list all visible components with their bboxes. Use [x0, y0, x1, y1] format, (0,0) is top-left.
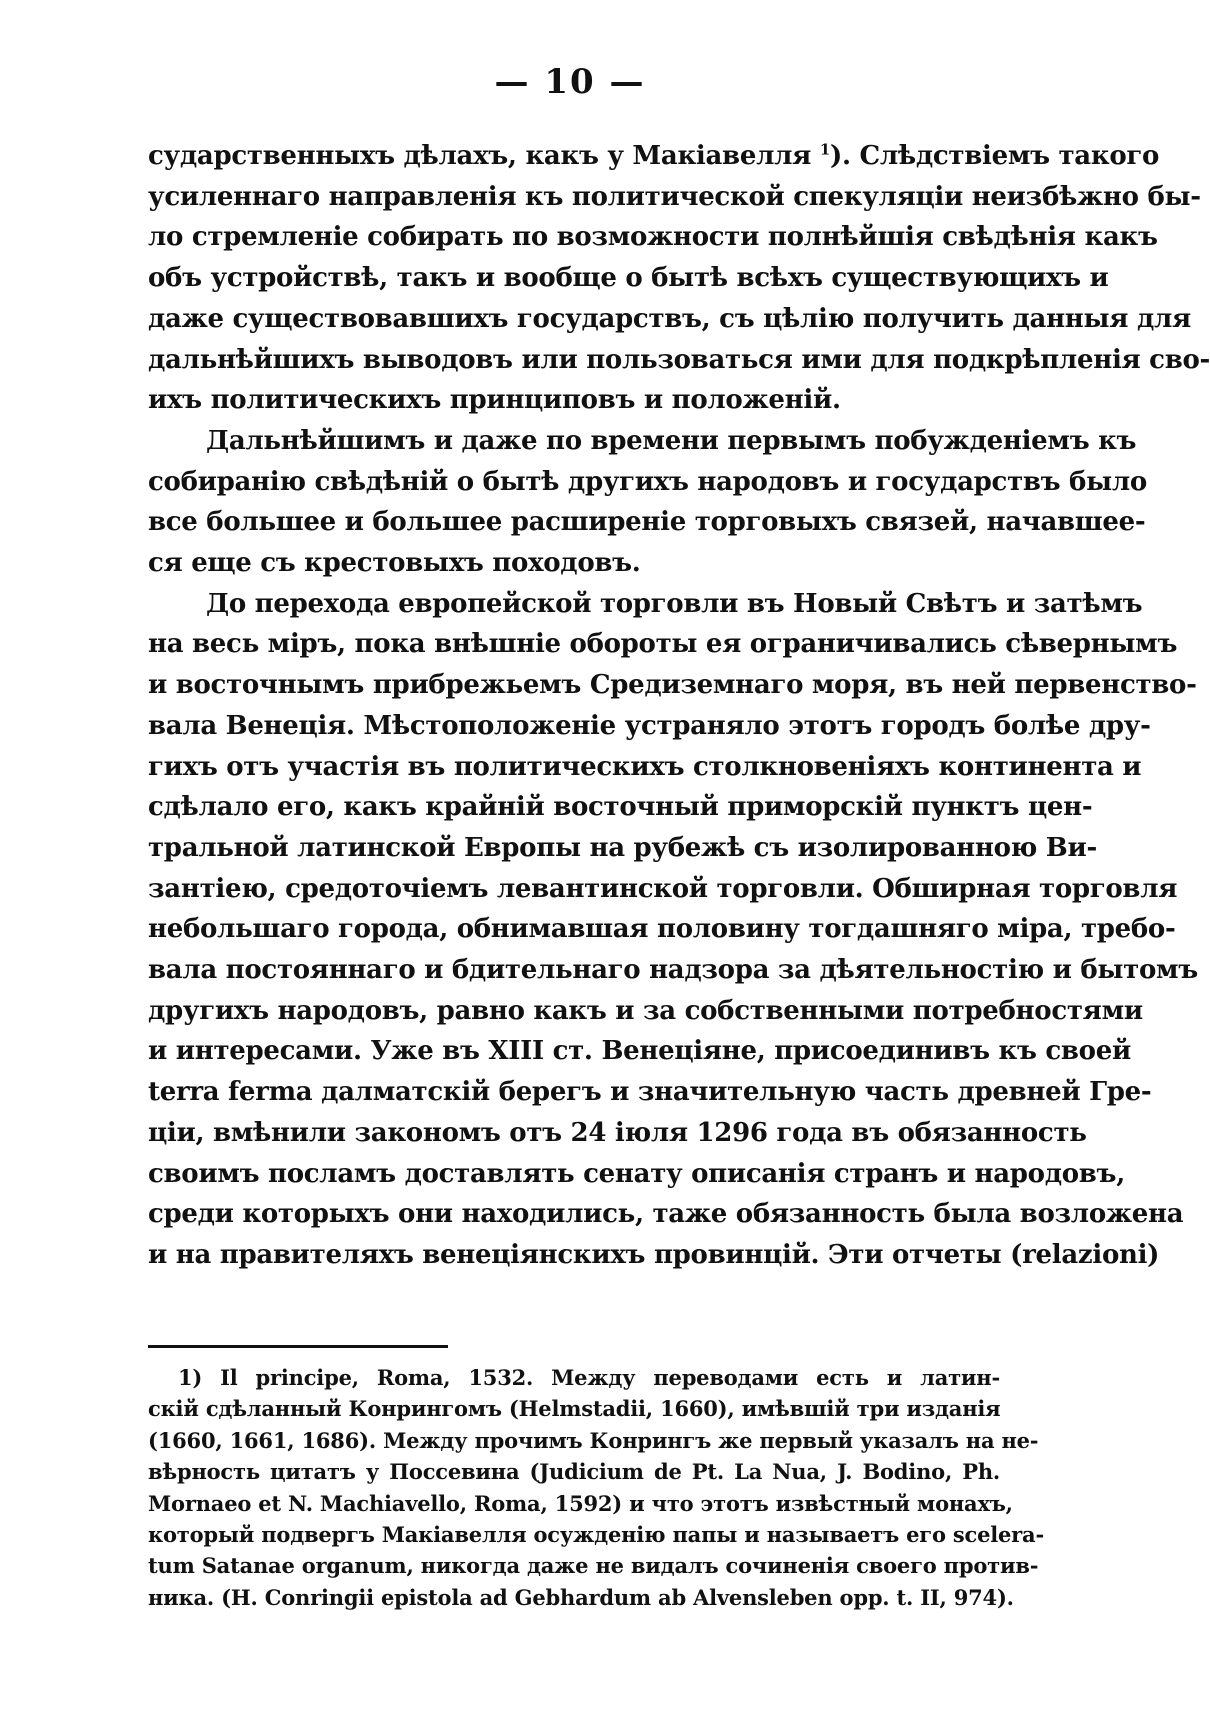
text-line: сдѣлало его, какъ крайній восточный приморскій пунктъ цен- [148, 792, 1093, 823]
paragraph-1 [148, 136, 1210, 421]
text-line: все большее и большее расширеніе торговыхъ связей, начавшее- [148, 507, 1146, 538]
text-line: и восточнымъ прибрежьемъ Средиземнаго моря, въ ней первенство- [148, 670, 1197, 701]
text-line: объ устройствѣ, такъ и вообще о бытѣ всѣхъ существующихъ и [148, 263, 1109, 294]
text-line: собиранію свѣдѣній о бытѣ другихъ народовъ и государствъ было [148, 466, 1147, 497]
text-line: усиленнаго направленія къ политической спекуляціи неизбѣжно бы- [148, 181, 1201, 212]
footnote-line: ника. (H. Conringii epistola ad Gebhardum ab Alvensleben opp. t. II, 974). [148, 1584, 1014, 1610]
text-line: terra ferma далматскій берегъ и значительную часть древней Гре- [148, 1077, 1152, 1108]
text-line: ціи, вмѣнили закономъ отъ 24 іюля 1296 года въ обязанность [148, 1117, 1087, 1148]
main-text [148, 136, 1210, 1276]
text-line: гихъ отъ участія въ политическихъ столкновеніяхъ континента и [148, 751, 1142, 782]
text-line: вала постояннаго и бдительнаго надзора за дѣятельностію и бытомъ [148, 955, 1198, 986]
footnote-line: который подвергъ Макіавелля осужденію папы и называетъ его scelera- [148, 1522, 1044, 1548]
footnote-line: (1660, 1661, 1686). Между прочимъ Конрингъ же первый указалъ на не- [148, 1427, 1039, 1453]
paragraph-3 [148, 584, 1198, 1276]
text-line: на весь міръ, пока внѣшніе обороты ея ограничивались сѣвернымъ [148, 629, 1178, 660]
paragraph-2 [148, 421, 1147, 584]
text-line: тральной латинской Европы на рубежѣ съ изолированною Ви- [148, 832, 1097, 863]
text-line: Дальнѣйшимъ и даже по времени первымъ побужденіемъ къ [206, 425, 1137, 456]
text-line: вала Венеція. Мѣстоположеніе устраняло этотъ городъ болѣе дру- [148, 710, 1151, 741]
text-line: даже существовавшихъ государствъ, съ цѣлію получить данныя для [148, 303, 1191, 334]
text-line: зантіею, средоточіемъ левантинской торговли. Обширная торговля [148, 873, 1178, 904]
text-line: ло стремленіе собирать по возможности полнѣйшія свѣдѣнія какъ [148, 222, 1158, 253]
text-line: До перехода европейской торговли въ Новый Свѣтъ и затѣмъ [206, 588, 1143, 619]
text-line: своимъ посламъ доставлять сенату описанія странъ и народовъ, [148, 1158, 1125, 1189]
text-line: среди которыхъ они находились, таже обязанность была возложена [148, 1199, 1184, 1230]
text-line: и интересами. Уже въ XIII ст. Венеціяне, присоединивъ къ своей [148, 1036, 1131, 1067]
text-line-content: сударственныхъ дѣлахъ, какъ у Макіавелля [148, 141, 812, 171]
text-line: небольшаго города, обнимавшая половину тогдашняго міра, требо- [148, 914, 1176, 945]
footnote [148, 1362, 1044, 1613]
text-line: и на правителяхъ венеціянскихъ провинцій. Эти отчеты (relazioni) [148, 1239, 1160, 1270]
text-line: ся еще съ крестовыхъ походовъ. [148, 548, 641, 579]
text-line: ихъ политическихъ принциповъ и положеній. [148, 385, 841, 416]
text-line: другихъ народовъ, равно какъ и за собственными потребностями [148, 995, 1143, 1026]
text-line [148, 136, 1160, 177]
footnote-mark: 1) [178, 1365, 203, 1390]
footnote-line-content: Il principe, Roma, 1532. Между переводами есть и латин- [220, 1365, 1000, 1390]
footnote-line: скій сдѣланный Конрингомъ (Helmstadii, 1660), имѣвшій три изданія [148, 1396, 1001, 1422]
footnote-line: вѣрность цитатъ у Поссевина (Judicium de Pt. La Nua, J. Bodino, Ph. [148, 1459, 1000, 1485]
footnote-divider [148, 1345, 448, 1348]
footnote-line: tum Satanae organum, никогда даже не видалъ сочиненія своего против- [148, 1553, 1039, 1579]
footnote-line: Mornaeo et N. Machiavello, Roma, 1592) и что этотъ извѣстный монахъ, [148, 1490, 1013, 1516]
page-number: — 10 — [494, 62, 646, 102]
text-line-content: ). Слѣдствіемъ такого [829, 141, 1160, 171]
footnote-line [148, 1362, 1000, 1393]
text-line: дальнѣйшихъ выводовъ или пользоваться ими для подкрѣпленія сво- [148, 344, 1210, 375]
footnote-reference: 1 [819, 140, 830, 159]
